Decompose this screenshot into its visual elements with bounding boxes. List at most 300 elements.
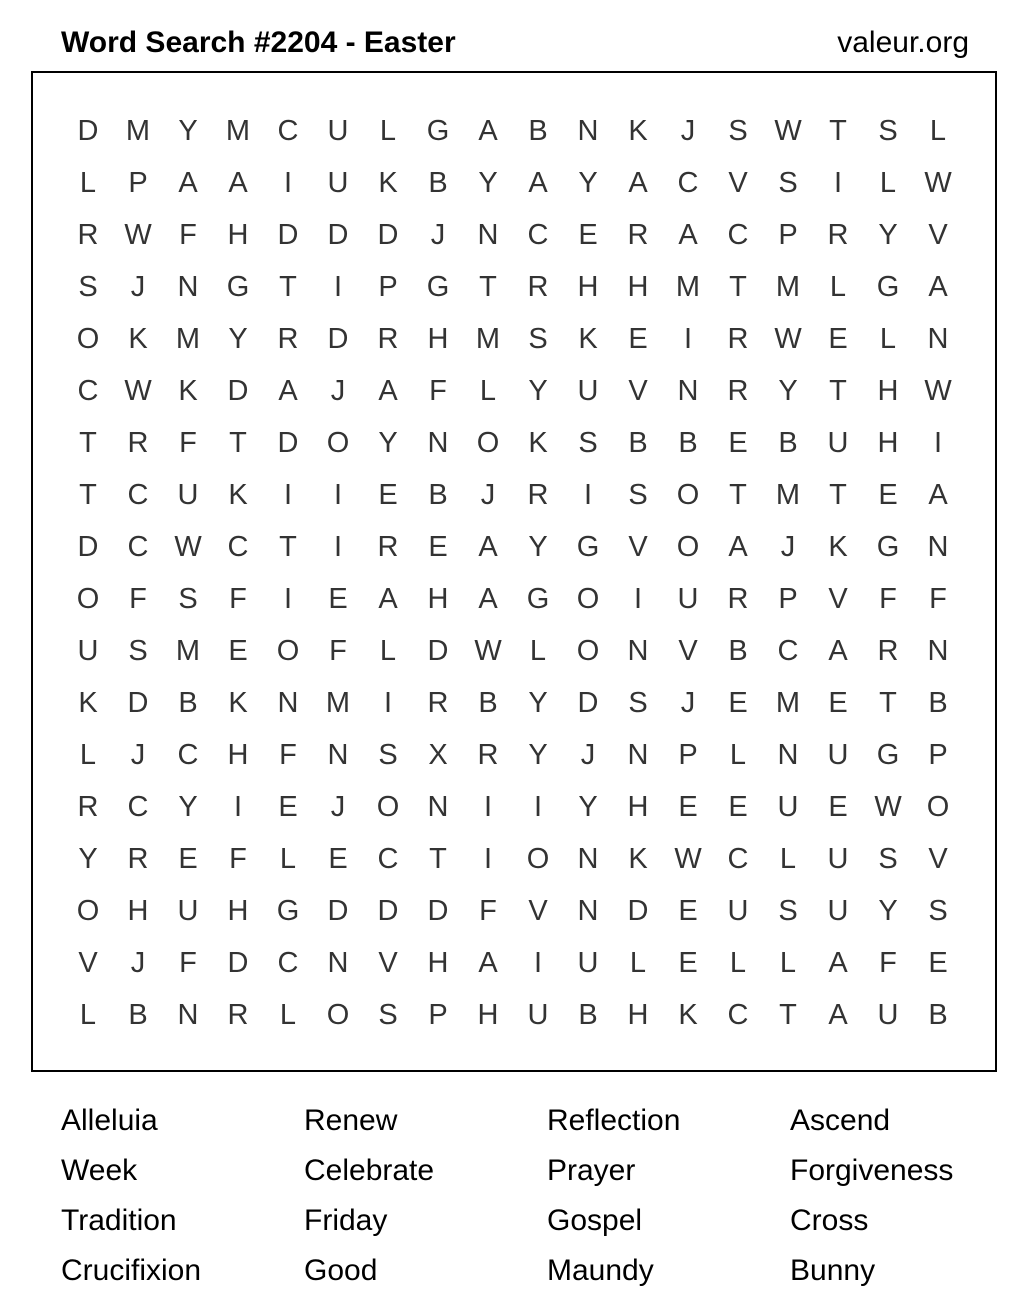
grid-cell: Y <box>578 790 598 823</box>
grid-cell: N <box>327 738 349 771</box>
grid-cell: L <box>479 374 497 407</box>
grid-cell: P <box>378 270 398 303</box>
grid-cell: E <box>728 426 748 459</box>
grid-cell: T <box>779 998 797 1031</box>
grid-cell: W <box>474 634 502 667</box>
grid-cell: I <box>633 582 643 615</box>
grid-cell: D <box>277 218 299 251</box>
grid-cell: Y <box>528 374 548 407</box>
grid-cell: G <box>226 270 250 303</box>
grid-cell: P <box>678 738 698 771</box>
grid-cell: T <box>229 426 247 459</box>
grid-cell: L <box>929 114 947 147</box>
word-list-item: Gospel <box>547 1204 643 1237</box>
grid-cell: S <box>778 894 798 927</box>
grid-cell: R <box>727 374 749 407</box>
puzzle-title: Word Search #2204 - Easter <box>61 26 456 59</box>
grid-cell: N <box>277 686 299 719</box>
grid-cell: H <box>227 738 249 771</box>
grid-cell: O <box>676 478 700 511</box>
grid-cell: U <box>527 998 549 1031</box>
grid-cell: K <box>228 686 248 719</box>
grid-cell: Y <box>878 894 898 927</box>
word-list-item: Prayer <box>547 1154 636 1187</box>
grid-cell: I <box>483 842 493 875</box>
grid-cell: O <box>326 426 350 459</box>
grid-cell: X <box>428 738 448 771</box>
grid-cell: U <box>827 842 849 875</box>
grid-cell: B <box>928 998 948 1031</box>
grid-cell: T <box>279 270 297 303</box>
grid-cell: F <box>129 582 147 615</box>
grid-cell: L <box>379 114 397 147</box>
grid-cell: P <box>428 998 448 1031</box>
grid-cell: J <box>330 790 346 823</box>
grid-cell: D <box>127 686 149 719</box>
word-list-item: Tradition <box>61 1204 177 1237</box>
grid-cell: N <box>627 738 649 771</box>
grid-cell: U <box>827 426 849 459</box>
grid-cell: M <box>775 478 801 511</box>
grid-cell: R <box>727 322 749 355</box>
grid-cell: W <box>924 374 952 407</box>
grid-cell: F <box>279 738 297 771</box>
grid-cell: L <box>279 998 297 1031</box>
grid-cell: U <box>877 998 899 1031</box>
grid-cell: L <box>279 842 297 875</box>
word-list-item: Friday <box>304 1204 388 1237</box>
grid-cell: Y <box>178 790 198 823</box>
grid-cell: H <box>127 894 149 927</box>
grid-cell: I <box>383 686 393 719</box>
grid-cell: B <box>128 998 148 1031</box>
grid-cell: R <box>827 218 849 251</box>
grid-cell: G <box>876 738 900 771</box>
grid-cell: V <box>628 374 648 407</box>
grid-cell: D <box>227 946 249 979</box>
grid-cell: F <box>229 842 247 875</box>
grid-cell: O <box>76 894 100 927</box>
grid-cell: J <box>130 738 146 771</box>
grid-cell: L <box>79 738 97 771</box>
grid-cell: H <box>427 582 449 615</box>
grid-cell: K <box>678 998 698 1031</box>
grid-cell: D <box>377 218 399 251</box>
grid-cell: L <box>629 946 647 979</box>
grid-cell: M <box>475 322 501 355</box>
grid-cell: R <box>277 322 299 355</box>
grid-cell: N <box>777 738 799 771</box>
grid-cell: R <box>527 478 549 511</box>
grid-cell: C <box>127 530 149 563</box>
grid-cell: C <box>677 166 699 199</box>
grid-cell: L <box>529 634 547 667</box>
grid-cell: J <box>580 738 596 771</box>
site-name: valeur.org <box>837 26 969 59</box>
grid-cell: D <box>77 530 99 563</box>
grid-cell: R <box>127 426 149 459</box>
grid-cell: F <box>179 946 197 979</box>
grid-cell: U <box>827 738 849 771</box>
grid-cell: S <box>628 686 648 719</box>
grid-cell: S <box>728 114 748 147</box>
grid-cell: T <box>79 426 97 459</box>
grid-cell: Y <box>528 738 548 771</box>
grid-cell: H <box>227 894 249 927</box>
grid-cell: I <box>233 790 243 823</box>
grid-cell: Y <box>578 166 598 199</box>
grid-cell: E <box>378 478 398 511</box>
grid-cell: S <box>628 478 648 511</box>
grid-cell: I <box>283 582 293 615</box>
grid-cell: L <box>729 738 747 771</box>
grid-cell: E <box>628 322 648 355</box>
grid-cell: G <box>876 530 900 563</box>
grid-cell: M <box>775 686 801 719</box>
grid-cell: J <box>130 270 146 303</box>
grid-cell: J <box>680 686 696 719</box>
grid-cell: V <box>828 582 848 615</box>
grid-cell: Y <box>528 530 548 563</box>
grid-cell: W <box>774 322 802 355</box>
grid-cell: D <box>627 894 649 927</box>
grid-cell: B <box>528 114 548 147</box>
grid-cell: F <box>229 582 247 615</box>
grid-cell: O <box>76 582 100 615</box>
grid-cell: F <box>879 582 897 615</box>
grid-cell: S <box>778 166 798 199</box>
grid-cell: N <box>577 114 599 147</box>
page-header <box>61 26 969 66</box>
grid-cell: H <box>477 998 499 1031</box>
grid-cell: U <box>77 634 99 667</box>
grid-cell: B <box>778 426 798 459</box>
grid-cell: U <box>177 478 199 511</box>
grid-cell: S <box>378 998 398 1031</box>
grid-cell: E <box>228 634 248 667</box>
grid-cell: A <box>828 634 848 667</box>
grid-cell: A <box>728 530 748 563</box>
grid-cell: I <box>333 530 343 563</box>
grid-cell: N <box>177 998 199 1031</box>
grid-cell: E <box>428 530 448 563</box>
grid-cell: I <box>483 790 493 823</box>
grid-cell: N <box>927 322 949 355</box>
grid-cell: L <box>729 946 747 979</box>
grid-cell: H <box>627 998 649 1031</box>
grid-cell: M <box>125 114 151 147</box>
grid-cell: L <box>79 166 97 199</box>
grid-cell: A <box>378 582 398 615</box>
grid-cell: A <box>278 374 298 407</box>
grid-cell: H <box>227 218 249 251</box>
grid-cell: D <box>327 218 349 251</box>
grid-cell: A <box>828 998 848 1031</box>
word-list-item: Week <box>61 1154 138 1187</box>
grid-cell: A <box>478 946 498 979</box>
grid-cell: E <box>178 842 198 875</box>
grid-cell: D <box>377 894 399 927</box>
grid-cell: G <box>426 114 450 147</box>
word-list-item: Alleluia <box>61 1104 158 1137</box>
grid-cell: L <box>829 270 847 303</box>
grid-cell: Y <box>878 218 898 251</box>
grid-cell: C <box>377 842 399 875</box>
grid-cell: O <box>926 790 950 823</box>
grid-cell: K <box>528 426 548 459</box>
grid-cell: B <box>478 686 498 719</box>
grid-cell: T <box>729 478 747 511</box>
grid-cell: V <box>528 894 548 927</box>
grid-cell: C <box>127 478 149 511</box>
grid-cell: B <box>428 166 448 199</box>
grid-cell: K <box>178 374 198 407</box>
grid-cell: N <box>927 634 949 667</box>
grid-cell: E <box>278 790 298 823</box>
grid-cell: A <box>928 270 948 303</box>
grid-cell: K <box>628 842 648 875</box>
grid-cell: W <box>774 114 802 147</box>
grid-cell: R <box>227 998 249 1031</box>
grid-cell: W <box>874 790 902 823</box>
grid-cell: R <box>77 790 99 823</box>
grid-cell: J <box>480 478 496 511</box>
grid-cell: R <box>877 634 899 667</box>
grid-cell: P <box>778 582 798 615</box>
grid-cell: T <box>279 530 297 563</box>
grid-cell: L <box>879 322 897 355</box>
grid-cell: N <box>427 426 449 459</box>
grid-cell: A <box>628 166 648 199</box>
grid-cell: K <box>378 166 398 199</box>
grid-cell: B <box>928 686 948 719</box>
grid-cell: W <box>674 842 702 875</box>
grid-cell: V <box>928 218 948 251</box>
grid-cell: K <box>578 322 598 355</box>
grid-cell: M <box>175 634 201 667</box>
grid-cell: S <box>528 322 548 355</box>
grid-cell: S <box>128 634 148 667</box>
grid-cell: U <box>327 166 349 199</box>
grid-cell: N <box>677 374 699 407</box>
grid-cell: G <box>426 270 450 303</box>
grid-cell: I <box>333 478 343 511</box>
grid-cell: L <box>779 946 797 979</box>
word-list-item: Ascend <box>790 1104 891 1137</box>
grid-cell: F <box>929 582 947 615</box>
grid-cell: J <box>330 374 346 407</box>
grid-cell: R <box>477 738 499 771</box>
grid-cell: V <box>728 166 748 199</box>
grid-cell: S <box>878 842 898 875</box>
grid-cell: A <box>528 166 548 199</box>
grid-cell: N <box>427 790 449 823</box>
grid-cell: H <box>877 426 899 459</box>
grid-cell: V <box>628 530 648 563</box>
grid-cell: A <box>228 166 248 199</box>
grid-cell: R <box>427 686 449 719</box>
grid-cell: V <box>378 946 398 979</box>
grid-cell: E <box>578 218 598 251</box>
grid-cell: R <box>377 322 399 355</box>
grid-cell: W <box>174 530 202 563</box>
word-list-item: Celebrate <box>304 1154 435 1187</box>
grid-cell: B <box>678 426 698 459</box>
grid-cell: F <box>479 894 497 927</box>
grid-cell: C <box>177 738 199 771</box>
grid-cell: G <box>276 894 300 927</box>
grid-cell: K <box>628 114 648 147</box>
grid-cell: E <box>678 790 698 823</box>
grid-cell: L <box>779 842 797 875</box>
grid-cell: N <box>577 894 599 927</box>
grid-cell: O <box>276 634 300 667</box>
grid-cell: Y <box>378 426 398 459</box>
grid-cell: C <box>777 634 799 667</box>
grid-cell: V <box>678 634 698 667</box>
grid-cell: U <box>577 946 599 979</box>
grid-cell: I <box>333 270 343 303</box>
grid-cell: T <box>479 270 497 303</box>
grid-cell: U <box>827 894 849 927</box>
grid-cell: B <box>428 478 448 511</box>
grid-cell: C <box>277 114 299 147</box>
grid-cell: K <box>228 478 248 511</box>
grid-cell: B <box>578 998 598 1031</box>
grid-cell: O <box>376 790 400 823</box>
grid-cell: G <box>576 530 600 563</box>
grid-cell: A <box>378 374 398 407</box>
grid-cell: N <box>327 946 349 979</box>
grid-cell: C <box>527 218 549 251</box>
grid-cell: D <box>77 114 99 147</box>
grid-cell: M <box>675 270 701 303</box>
grid-cell: G <box>526 582 550 615</box>
grid-cell: Y <box>78 842 98 875</box>
grid-cell: U <box>727 894 749 927</box>
word-list-item: Crucifixion <box>61 1254 202 1287</box>
grid-cell: R <box>77 218 99 251</box>
grid-cell: K <box>828 530 848 563</box>
grid-cell: R <box>127 842 149 875</box>
grid-cell: F <box>179 426 197 459</box>
grid-cell: C <box>727 998 749 1031</box>
grid-cell: D <box>427 634 449 667</box>
grid-cell: I <box>283 166 293 199</box>
grid-cell: M <box>175 322 201 355</box>
word-list-item: Cross <box>790 1204 869 1237</box>
grid-cell: F <box>879 946 897 979</box>
grid-cell: E <box>728 790 748 823</box>
grid-cell: C <box>127 790 149 823</box>
word-list-item: Reflection <box>547 1104 681 1137</box>
grid-cell: H <box>877 374 899 407</box>
grid-cell: F <box>179 218 197 251</box>
grid-cell: A <box>478 530 498 563</box>
word-list-item: Forgiveness <box>790 1154 954 1187</box>
grid-cell: H <box>427 946 449 979</box>
grid-cell: I <box>683 322 693 355</box>
grid-cell: J <box>430 218 446 251</box>
grid-cell: T <box>879 686 897 719</box>
grid-cell: B <box>628 426 648 459</box>
grid-cell: Y <box>178 114 198 147</box>
grid-cell: I <box>533 946 543 979</box>
grid-cell: M <box>325 686 351 719</box>
grid-cell: R <box>627 218 649 251</box>
grid-cell: K <box>128 322 148 355</box>
grid-cell: H <box>427 322 449 355</box>
grid-cell: D <box>327 322 349 355</box>
grid-cell: N <box>627 634 649 667</box>
grid-cell: L <box>379 634 397 667</box>
grid-cell: T <box>79 478 97 511</box>
grid-cell: Y <box>228 322 248 355</box>
grid-cell: W <box>924 166 952 199</box>
grid-cell: S <box>928 894 948 927</box>
grid-cell: P <box>778 218 798 251</box>
grid-cell: D <box>427 894 449 927</box>
grid-cell: U <box>677 582 699 615</box>
grid-cell: U <box>177 894 199 927</box>
grid-cell: E <box>678 894 698 927</box>
grid-cell: I <box>833 166 843 199</box>
grid-cell: M <box>225 114 251 147</box>
grid-cell: O <box>576 582 600 615</box>
grid-cell: E <box>828 790 848 823</box>
grid-cell: E <box>828 686 848 719</box>
grid-cell: C <box>277 946 299 979</box>
grid-cell: U <box>327 114 349 147</box>
grid-cell: F <box>429 374 447 407</box>
grid-cell: S <box>378 738 398 771</box>
word-list-item: Good <box>304 1254 378 1287</box>
grid-cell: Y <box>528 686 548 719</box>
letter-grid <box>63 105 963 1041</box>
grid-cell: D <box>577 686 599 719</box>
grid-cell: B <box>178 686 198 719</box>
grid-cell: L <box>79 998 97 1031</box>
grid-cell: O <box>476 426 500 459</box>
grid-cell: S <box>78 270 98 303</box>
grid-cell: H <box>627 790 649 823</box>
grid-cell: E <box>828 322 848 355</box>
grid-cell: U <box>777 790 799 823</box>
grid-cell: I <box>933 426 943 459</box>
grid-cell: A <box>478 582 498 615</box>
grid-cell: H <box>627 270 649 303</box>
grid-cell: E <box>928 946 948 979</box>
grid-cell: T <box>829 114 847 147</box>
grid-cell: C <box>77 374 99 407</box>
grid-cell: F <box>329 634 347 667</box>
grid-cell: Y <box>478 166 498 199</box>
grid-cell: S <box>178 582 198 615</box>
grid-cell: S <box>878 114 898 147</box>
grid-cell: D <box>277 426 299 459</box>
grid-cell: D <box>227 374 249 407</box>
grid-cell: T <box>729 270 747 303</box>
grid-cell: T <box>829 374 847 407</box>
grid-cell: U <box>577 374 599 407</box>
grid-cell: A <box>678 218 698 251</box>
grid-cell: J <box>130 946 146 979</box>
grid-cell: Y <box>778 374 798 407</box>
grid-cell: J <box>680 114 696 147</box>
word-list-item: Bunny <box>790 1254 876 1287</box>
grid-cell: A <box>178 166 198 199</box>
grid-cell: I <box>583 478 593 511</box>
